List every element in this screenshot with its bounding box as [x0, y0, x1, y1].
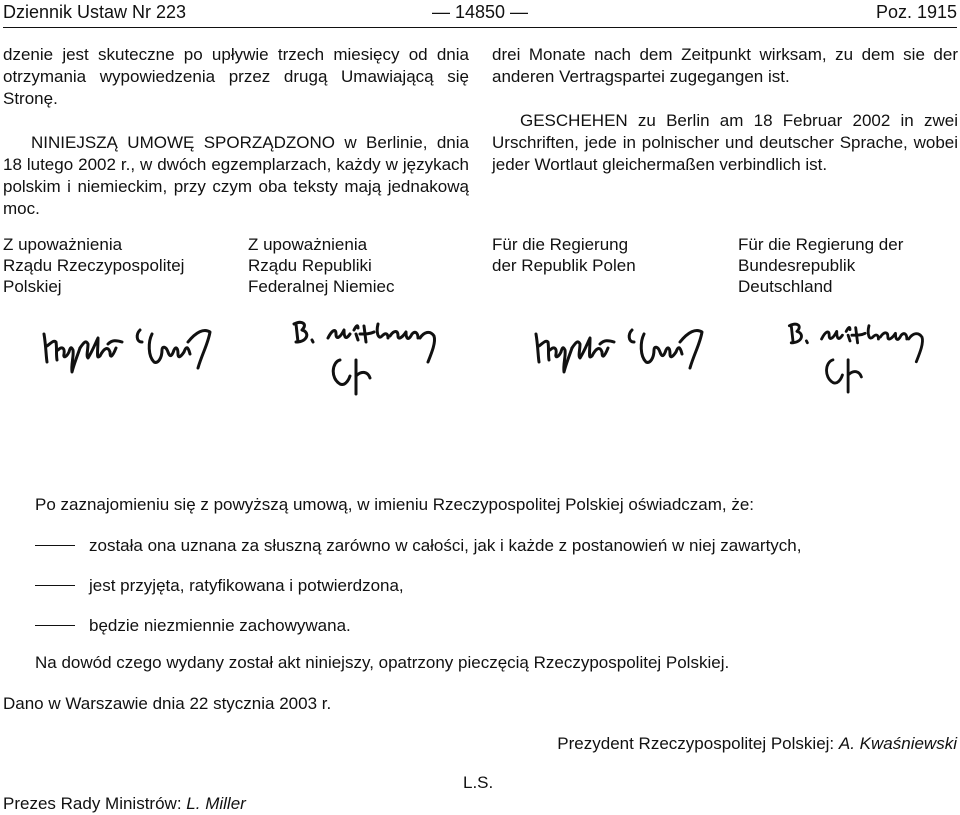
declaration-proof: Na dowód czego wydany został akt niniejszy, opatrzony pieczęcią Rzeczypospolitej Polskiej. [35, 653, 730, 672]
declaration-item-text: jest przyjęta, ratyfikowana i potwierdzona, [89, 576, 404, 595]
handwritten-signature-icon [778, 312, 958, 402]
polish-paragraph-termination: dzenie jest skuteczne po upływie trzech miesięcy od dnia otrzymania wypowiedzenia przez drugą Umawiającą się Stronę. [3, 45, 469, 108]
german-text-column [492, 44, 958, 176]
dash-marker [35, 625, 75, 626]
polish-text-column [3, 44, 469, 220]
prime-minister-name: L. Miller [186, 794, 246, 813]
president-name: A. Kwaśniewski [838, 734, 957, 753]
declaration-date: Dano w Warszawie dnia 22 stycznia 2003 r. [3, 694, 332, 713]
handwritten-signature-icon [530, 312, 715, 384]
journal-title: Dziennik Ustaw Nr 223 [3, 2, 187, 22]
page-header [3, 0, 957, 28]
seal-mark: L.S. [463, 773, 494, 792]
dash-marker [35, 545, 75, 546]
president-signature-line [557, 733, 957, 755]
dash-marker [35, 585, 75, 586]
declaration-intro: Po zaznajomieniu się z powyższą umową, w imieniu Rzeczypospolitej Polskiej oświadczam, że: [35, 495, 755, 514]
signature-label-german-government-de: Für die Regierung der Bundesrepublik Deutschland [738, 235, 904, 296]
prime-minister-label: Prezes Rady Ministrów: [3, 794, 182, 813]
declaration-item-text: została ona uznana za słuszną zarówno w całości, jak i każde z postanowień w niej zawartych, [89, 536, 802, 555]
declaration-item [35, 615, 351, 637]
handwritten-signature-icon [282, 312, 472, 402]
german-paragraph-termination: drei Monate nach dem Zeitpunkt wirksam, zu dem sie der anderen Vertragspartei zugegangen ist. [492, 45, 958, 86]
president-label: Prezydent Rzeczypospolitej Polskiej: [557, 734, 835, 753]
german-paragraph-done-at: GESCHEHEN zu Berlin am 18 Februar 2002 in zwei Urschriften, jede in polnischer und deutscher Sprache, wobei jeder Wortlaut gleichermaßen verbindlich ist. [492, 111, 958, 174]
position-number: Poz. 1915 [875, 2, 957, 22]
declaration-item [35, 535, 801, 557]
declaration-item-text: będzie niezmiennie zachowywana. [89, 616, 351, 635]
prime-minister-signature-line [3, 793, 246, 815]
polish-paragraph-done-at: NINIEJSZĄ UMOWĘ SPORZĄDZONO w Berlinie, dnia 18 lutego 2002 r., w dwóch egzemplarzach, każdy w językach polskim i niemieckim, przy czym oba teksty mają jednakową moc. [3, 133, 469, 218]
page-number: — 14850 — [431, 2, 529, 22]
signature-label-polish-government-pl: Z upoważnienia Rządu Rzeczypospolitej Polskiej [3, 235, 185, 296]
handwritten-signature-icon [38, 312, 223, 384]
signature-label-german-government-pl: Z upoważnienia Rządu Republiki Federalnej Niemiec [248, 235, 395, 296]
signature-label-polish-government-de: Für die Regierung der Republik Polen [492, 235, 636, 275]
declaration-item [35, 575, 404, 597]
